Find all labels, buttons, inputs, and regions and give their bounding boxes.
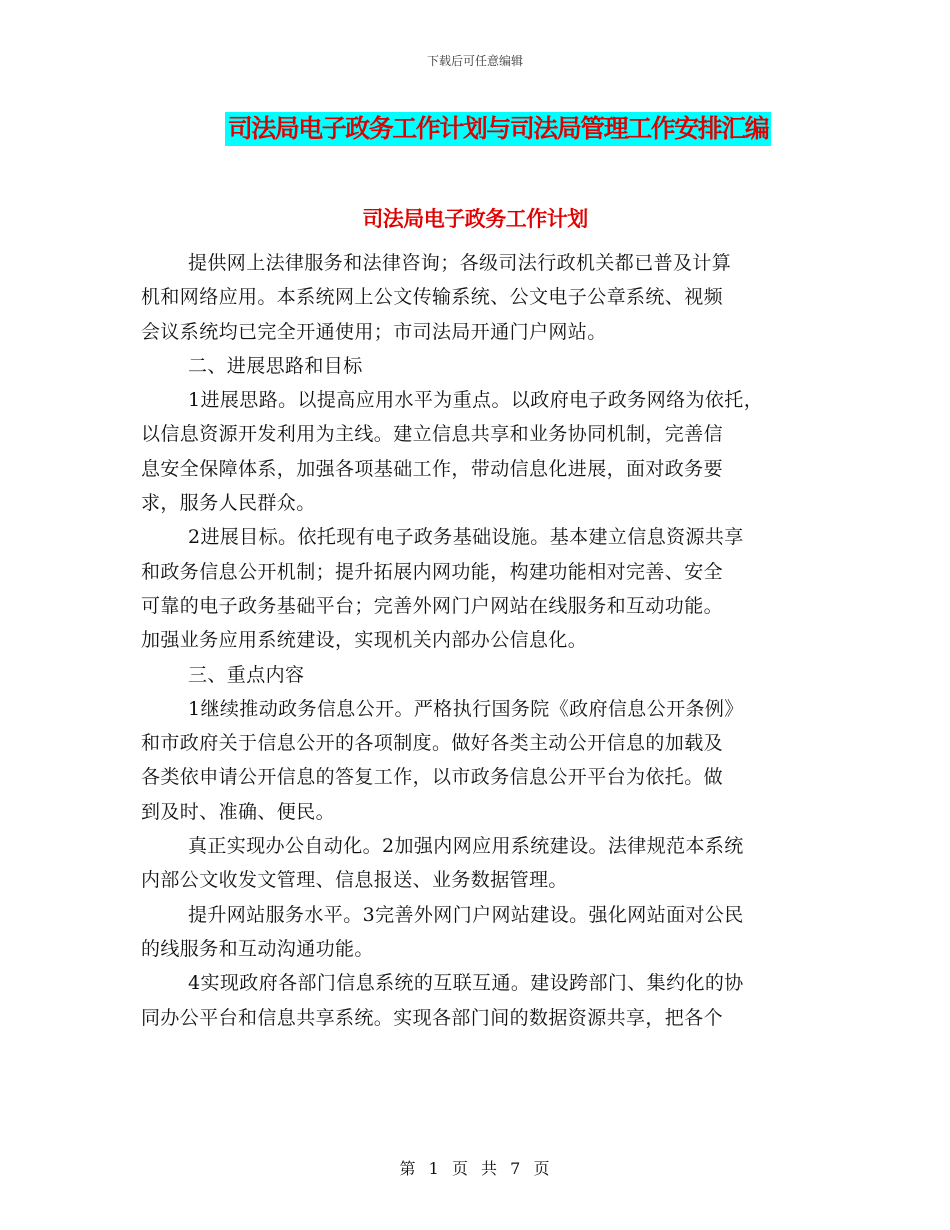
footer-prefix: 第 bbox=[399, 1159, 417, 1178]
paragraph-line: 2进展目标。依托现有电子政务基础设施。基本建立信息资源共享 bbox=[188, 526, 744, 549]
footer-total-pages: 7 bbox=[510, 1159, 522, 1178]
paragraph-line: 1进展思路。以提高应用水平为重点。以政府电子政务网络为依托， bbox=[188, 389, 764, 412]
paragraph-line: 息安全保障体系，加强各项基础工作，带动信息化进展，面对政务要 bbox=[141, 457, 724, 480]
paragraph-line: 的线服务和互动沟通功能。 bbox=[141, 937, 374, 960]
footer-total-prefix: 共 bbox=[481, 1159, 499, 1178]
paragraph-line: 真正实现办公自动化。2加强内网应用系统建设。法律规范本系统 bbox=[188, 835, 744, 858]
page-footer bbox=[0, 1156, 950, 1179]
paragraph-line: 提升网站服务水平。3完善外网门户网站建设。强化网站面对公民 bbox=[188, 903, 744, 926]
paragraph-line: 提供网上法律服务和法律咨询；各级司法行政机关都已普及计算 bbox=[188, 252, 732, 274]
paragraph-line: 求，服务人民群众。 bbox=[141, 492, 316, 515]
paragraph-line: 到及时、准确、便民。 bbox=[141, 800, 336, 823]
body-text bbox=[141, 246, 821, 1035]
paragraph-line: 和市政府关于信息公开的各项制度。做好各类主动公开信息的加载及 bbox=[141, 732, 724, 755]
footer-suffix: 页 bbox=[533, 1159, 551, 1178]
main-title-wrap bbox=[0, 112, 950, 146]
section-heading: 三、重点内容 bbox=[188, 663, 305, 686]
paragraph-line: 会议系统均已完全开通使用；市司法局开通门户网站。 bbox=[141, 320, 607, 343]
footer-mid: 页 bbox=[451, 1159, 469, 1178]
paragraph-line: 1继续推动政务信息公开。严格执行国务院《政府信息公开条例》 bbox=[188, 697, 744, 720]
paragraph-line: 内部公文收发文管理、信息报送、业务数据管理。 bbox=[141, 869, 568, 892]
paragraph-line: 加强业务应用系统建设，实现机关内部办公信息化。 bbox=[141, 629, 588, 652]
paragraph-line: 4实现政府各部门信息系统的互联互通。建设跨部门、集约化的协 bbox=[188, 972, 744, 995]
header-note: 下载后可任意编辑 bbox=[426, 54, 523, 68]
section-heading: 二、进展思路和目标 bbox=[188, 354, 363, 377]
paragraph-line: 可靠的电子政务基础平台；完善外网门户网站在线服务和互动功能。 bbox=[141, 594, 724, 617]
paragraph-line: 各类依申请公开信息的答复工作，以市政务信息公开平台为依托。做 bbox=[141, 766, 724, 789]
section-title: 司法局电子政务工作计划 bbox=[362, 207, 588, 231]
footer-page-number: 1 bbox=[428, 1159, 440, 1178]
paragraph-line: 机和网络应用。本系统网上公文传输系统、公文电子公章系统、视频 bbox=[141, 286, 724, 309]
paragraph-line: 和政务信息公开机制；提升拓展内网功能，构建功能相对完善、安全 bbox=[141, 560, 724, 583]
main-title: 司法局电子政务工作计划与司法局管理工作安排汇编 bbox=[225, 112, 772, 146]
paragraph-line: 同办公平台和信息共享系统。实现各部门间的数据资源共享，把各个 bbox=[141, 1006, 724, 1029]
paragraph-line: 以信息资源开发利用为主线。建立信息共享和业务协同机制，完善信 bbox=[141, 423, 724, 446]
